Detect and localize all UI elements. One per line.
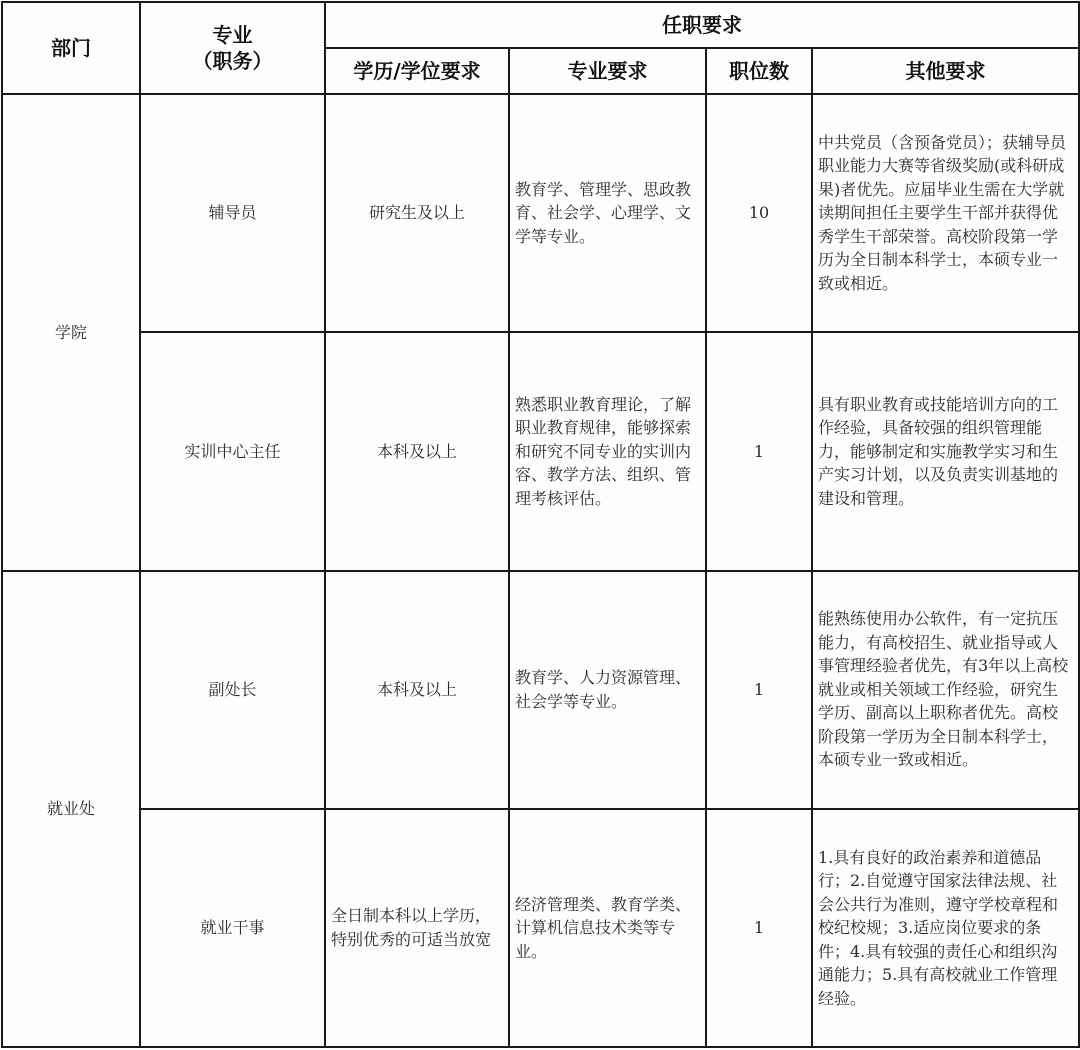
other-text: 中共党员（含预备党员）；获辅导员职业能力大赛等省级奖励(或科研成果)者优先。应届毕业生需在大学就读期间担任主要学生干部并获得优秀学生干部荣誉。高校阶段第一学历为全日制本科学士，本硕专业一致或相近。	[818, 132, 1067, 293]
header-position-line2: （职务）	[192, 49, 273, 73]
education-cell: 本科及以上	[325, 332, 509, 570]
job-requirements-table	[1, 1, 1080, 1048]
other-text: 1.具有良好的政治素养和道德品行；2.自觉遵守国家法律法规、社会公共行为准则，遵守学校章程和校纪校规；3.适应岗位要求的条件；4.具有较强的责任心和组织沟通能力；5.具有高校就业工作管理经验。	[818, 847, 1059, 1008]
other-cell	[812, 94, 1079, 332]
major-text: 经济管理类、教育学类、计算机信息技术类等专业。	[515, 894, 692, 961]
table-row	[2, 94, 1079, 332]
position-cell: 就业干事	[140, 809, 325, 1047]
major-text: 教育学、管理学、思政教育、社会学、心理学、文学等专业。	[515, 179, 692, 246]
other-text: 具有职业教育或技能培训方向的工作经验，具备较强的组织管理能力，能够制定和实施教学实习和生产实习计划，以及负责实训基地的建设和管理。	[818, 394, 1059, 508]
header-count: 职位数	[706, 48, 812, 94]
count-cell: 1	[706, 809, 812, 1047]
header-position-line1: 专业	[212, 23, 253, 47]
other-text: 能熟练使用办公软件，有一定抗压能力，有高校招生、就业指导或人事管理经验者优先，有3年以上高校就业或相关领域工作经验，研究生学历、副高以上职称者优先。高校阶段第一学历为全日制本科学士，本硕专业一致或相近。	[818, 609, 1069, 770]
education-cell: 研究生及以上	[325, 94, 509, 332]
table-row	[2, 571, 1079, 809]
position-cell: 副处长	[140, 571, 325, 809]
major-cell	[509, 571, 706, 809]
header-education: 学历/学位要求	[325, 48, 509, 94]
other-cell	[812, 332, 1079, 570]
major-cell	[509, 809, 706, 1047]
position-cell: 辅导员	[140, 94, 325, 332]
header-other: 其他要求	[812, 48, 1079, 94]
position-cell: 实训中心主任	[140, 332, 325, 570]
other-cell	[812, 571, 1079, 809]
department-cell: 就业处	[2, 571, 140, 1048]
major-cell	[509, 332, 706, 570]
count-cell: 10	[706, 94, 812, 332]
header-position	[140, 2, 325, 94]
count-cell: 1	[706, 571, 812, 809]
education-cell: 本科及以上	[325, 571, 509, 809]
header-department: 部门	[2, 2, 140, 94]
header-major: 专业要求	[509, 48, 706, 94]
education-cell	[325, 809, 509, 1047]
other-cell	[812, 809, 1079, 1047]
major-text: 熟悉职业教育理论，了解职业教育规律，能够探索和研究不同专业的实训内容、教学方法、组织、管理考核评估。	[515, 394, 692, 508]
major-cell	[509, 94, 706, 332]
header-row-group	[2, 2, 1079, 48]
education-text: 全日制本科以上学历，特别优秀的可适当放宽	[331, 906, 492, 949]
major-text: 教育学、人力资源管理、社会学等专业。	[515, 668, 692, 711]
header-requirements-group: 任职要求	[325, 2, 1079, 48]
department-cell: 学院	[2, 94, 140, 571]
count-cell: 1	[706, 332, 812, 570]
table-row	[2, 332, 1079, 570]
table-row	[2, 809, 1079, 1047]
